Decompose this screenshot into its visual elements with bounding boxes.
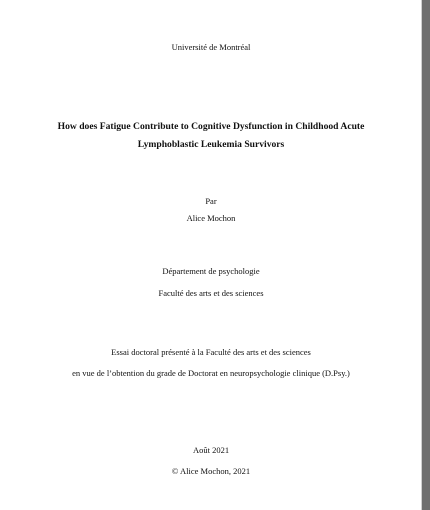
submission-statement-line-2: en vue de l’obtention du grade de Doctorat en neuropsychologie clinique (D.Psy.) bbox=[72, 368, 350, 378]
thesis-title-line-2: Lymphoblastic Leukemia Survivors bbox=[137, 139, 285, 150]
university-name: Université de Montréal bbox=[171, 42, 251, 52]
faculty-name: Faculté des arts et des sciences bbox=[158, 288, 264, 298]
thesis-title-line-1: How does Fatigue Contribute to Cognitive Dysfunction in Childhood Acute bbox=[57, 121, 365, 132]
submission-statement-line-1: Essai doctoral présenté à la Faculté des arts et des sciences bbox=[111, 347, 311, 357]
submission-date: Août 2021 bbox=[192, 445, 230, 455]
by-label: Par bbox=[205, 196, 217, 206]
author-name: Alice Mochon bbox=[186, 213, 236, 223]
department-name: Département de psychologie bbox=[162, 266, 260, 276]
viewer-scrollbar[interactable] bbox=[422, 0, 430, 510]
copyright-notice: © Alice Mochon, 2021 bbox=[171, 466, 251, 476]
